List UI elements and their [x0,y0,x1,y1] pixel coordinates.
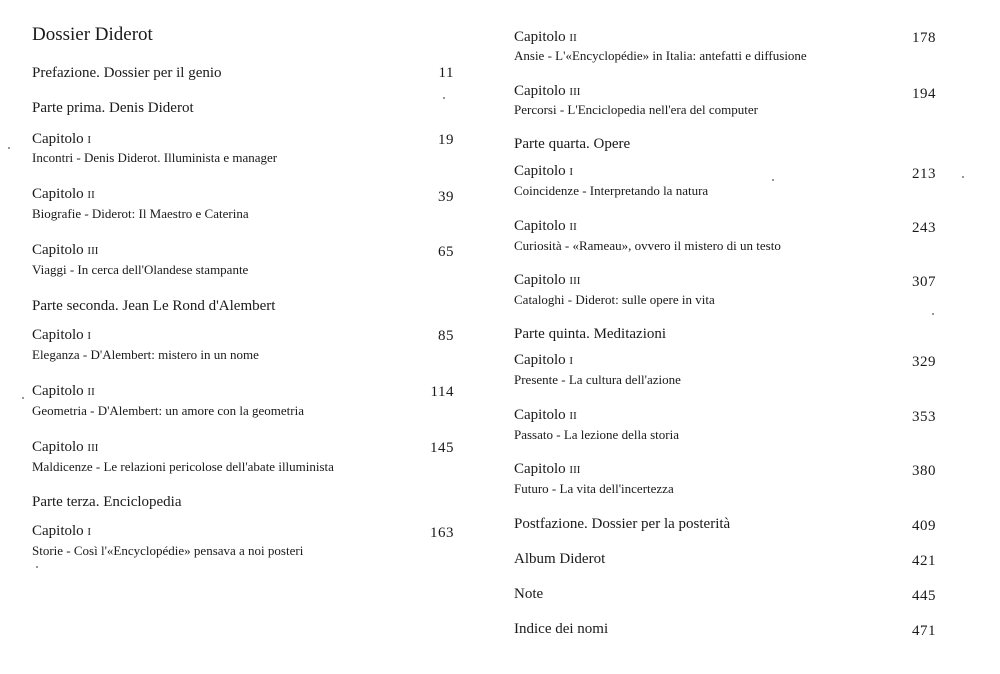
chapter-subtitle: Coincidenze - Interpretando la natura [514,183,709,198]
toc-chapter[interactable] [32,326,454,362]
chapter-label: Capitolo i [32,327,92,343]
part-label: Parte quarta. Opere [514,136,631,152]
toc-chapter[interactable] [514,460,936,496]
page-number: 163 [430,525,454,541]
page-number: 329 [912,354,936,370]
chapter-label: Capitolo i [514,163,574,179]
chapter-label: Capitolo ii [514,407,577,423]
entry-label: Album Diderot [514,551,606,567]
toc-entry-notes[interactable] [514,585,936,603]
scan-speck [772,179,774,181]
toc-chapter[interactable] [514,351,936,387]
chapter-label: Capitolo i [514,352,574,368]
page-number: 39 [438,189,454,205]
scan-speck [932,313,934,315]
chapter-label: Capitolo ii [514,29,577,45]
toc-chapter[interactable] [32,382,454,418]
page-number: 471 [912,623,936,639]
chapter-label: Capitolo i [32,131,92,147]
scan-speck [962,176,964,178]
chapter-subtitle: Ansie - L'«Encyclopédie» in Italia: antefatti e diffusione [514,48,807,63]
toc-chapter[interactable] [32,130,454,165]
page-number: 19 [438,132,454,148]
page-number: 409 [912,518,936,534]
page-number: 307 [912,274,936,290]
chapter-subtitle: Geometria - D'Alembert: un amore con la geometria [32,403,304,418]
page-number: 145 [430,440,454,456]
chapter-label: Capitolo iii [32,439,99,455]
part-label: Parte seconda. Jean Le Rond d'Alembert [32,298,276,314]
chapter-subtitle: Incontri - Denis Diderot. Illuminista e manager [32,150,278,165]
page-number: 353 [912,409,936,425]
toc-chapter[interactable] [514,271,936,307]
toc-chapter[interactable] [32,241,454,277]
part-heading-2 [32,297,454,315]
toc-chapter[interactable] [32,438,454,474]
entry-label: Note [514,586,544,602]
page-number: 243 [912,220,936,236]
toc-chapter[interactable] [32,185,454,221]
part-label: Parte quinta. Meditazioni [514,326,667,342]
page-number: 421 [912,553,936,569]
chapter-subtitle: Percorsi - L'Enciclopedia nell'era del computer [514,102,758,117]
toc-entry-preface[interactable] [32,64,454,82]
chapter-subtitle: Viaggi - In cerca dell'Olandese stampante [32,262,249,277]
page-number: 65 [438,244,454,260]
chapter-label: Capitolo iii [514,461,581,477]
page-number: 11 [438,65,454,81]
chapter-subtitle: Futuro - La vita dell'incertezza [514,481,674,496]
entry-label: Postfazione. Dossier per la posterità [514,516,731,532]
part-heading-4 [514,135,936,153]
chapter-label: Capitolo ii [32,186,95,202]
toc-chapter[interactable] [514,28,936,63]
chapter-label: Capitolo ii [514,218,577,234]
chapter-label: Capitolo i [32,523,92,539]
part-label: Parte terza. Enciclopedia [32,494,182,510]
part-heading-1 [32,99,454,117]
toc-entry-album[interactable] [514,550,936,568]
scan-speck [36,566,38,568]
chapter-subtitle: Storie - Così l'«Encyclopédie» pensava a noi posteri [32,543,304,558]
page-number: 114 [430,384,454,400]
page-number: 380 [912,463,936,479]
page-number: 445 [912,588,936,604]
book-title: Dossier Diderot [32,24,153,45]
chapter-subtitle: Presente - La cultura dell'azione [514,372,681,387]
toc-entry-postface[interactable] [514,515,936,533]
toc-chapter[interactable] [514,162,936,198]
scan-speck [443,97,445,99]
page-number: 213 [912,166,936,182]
page-number: 178 [912,30,936,46]
toc-chapter[interactable] [514,217,936,253]
chapter-subtitle: Biografie - Diderot: Il Maestro e Caterina [32,206,249,221]
chapter-label: Capitolo ii [32,383,95,399]
chapter-label: Capitolo iii [514,272,581,288]
chapter-subtitle: Cataloghi - Diderot: sulle opere in vita [514,292,715,307]
part-heading-5 [514,325,936,343]
part-label: Parte prima. Denis Diderot [32,100,194,116]
toc-chapter[interactable] [514,82,936,117]
scan-speck [8,147,10,149]
chapter-subtitle: Passato - La lezione della storia [514,427,679,442]
chapter-label: Capitolo iii [514,83,581,99]
page-number: 85 [438,328,454,344]
toc-chapter[interactable] [514,406,936,442]
part-heading-3 [32,493,454,511]
chapter-subtitle: Curiosità - «Rameau», ovvero il mistero di un testo [514,238,781,253]
toc-entry-index[interactable] [514,620,936,638]
toc-chapter[interactable] [32,522,454,558]
chapter-subtitle: Maldicenze - Le relazioni pericolose dell'abate illuminista [32,459,334,474]
entry-label: Indice dei nomi [514,621,609,637]
scan-speck [22,397,24,399]
page-number: 194 [912,86,936,102]
chapter-label: Capitolo iii [32,242,99,258]
entry-label: Prefazione. Dossier per il genio [32,65,222,81]
chapter-subtitle: Eleganza - D'Alembert: mistero in un nome [32,347,259,362]
